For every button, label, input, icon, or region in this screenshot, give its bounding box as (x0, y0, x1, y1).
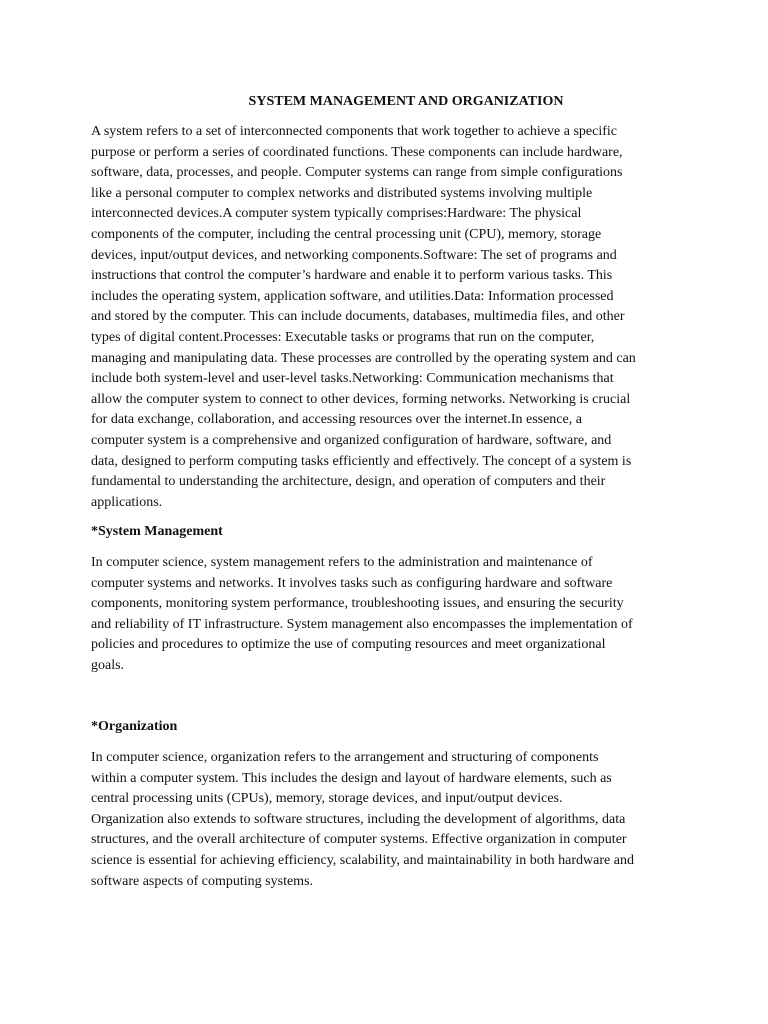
text-line: central processing units (CPUs), memory, storage devices, and input/output devices. (91, 791, 563, 807)
section-heading-organization: *Organization (91, 719, 178, 734)
text-line: types of digital content.Processes: Executable tasks or programs that run on the computer, (91, 329, 595, 345)
text-line: computer systems and networks. It involves tasks such as configuring hardware and software (91, 575, 613, 591)
text-line: computer system is a comprehensive and organized configuration of hardware, software, and (91, 432, 612, 448)
text-line: purpose or perform a series of coordinated functions. These components can include hardware, (91, 144, 623, 160)
text-line: within a computer system. This includes the design and layout of hardware elements, such as (91, 770, 612, 786)
section-heading-system-management: *System Management (91, 524, 223, 539)
intro-paragraph (91, 122, 691, 513)
text-line: goals. (91, 657, 125, 673)
text-line: and reliability of IT infrastructure. System management also encompasses the implementation of (91, 616, 633, 632)
text-line: fundamental to understanding the architecture, design, and operation of computers and their (91, 474, 606, 490)
text-line: software, data, processes, and people. Computer systems can range from simple configurations (91, 165, 623, 181)
text-line: components of the computer, including the central processing unit (CPU), memory, storage (91, 226, 602, 242)
text-line: interconnected devices.A computer system typically comprises:Hardware: The physical (91, 206, 582, 222)
text-line: allow the computer system to connect to other devices, forming networks. Networking is crucial (91, 391, 631, 407)
page-title: SYSTEM MANAGEMENT AND ORGANIZATION (248, 94, 564, 109)
organization-paragraph (91, 748, 691, 892)
text-line: include both system-level and user-level tasks.Networking: Communication mechanisms that (91, 371, 614, 387)
text-line: instructions that control the computer’s hardware and enable it to perform various tasks. This (91, 268, 613, 284)
system-management-paragraph (91, 553, 691, 677)
text-line: data, designed to perform computing tasks efficiently and effectively. The concept of a system is (91, 453, 632, 469)
text-line: for data exchange, collaboration, and accessing resources over the internet.In essence, a (91, 412, 582, 428)
text-line: structures, and the overall architecture of computer systems. Effective organization in computer (91, 832, 627, 848)
text-line: devices, input/output devices, and networking components.Software: The set of programs and (91, 247, 617, 263)
text-line: A system refers to a set of interconnected components that work together to achieve a specific (91, 124, 617, 139)
text-line: includes the operating system, application software, and utilities.Data: Information processed (91, 288, 614, 304)
text-line: software aspects of computing systems. (91, 873, 314, 889)
text-line: like a personal computer to complex networks and distributed systems involving multiple (91, 185, 593, 201)
text-line: policies and procedures to optimize the use of computing resources and meet organizational (91, 637, 606, 653)
text-line: and stored by the computer. This can include documents, databases, multimedia files, and other (91, 309, 625, 325)
text-line: components, monitoring system performance, troubleshooting issues, and ensuring the security (91, 596, 624, 612)
text-line: managing and manipulating data. These processes are controlled by the operating system and can (91, 350, 636, 366)
text-line: science is essential for achieving efficiency, scalability, and maintainability in both hardware and (91, 852, 634, 868)
text-line: applications. (91, 494, 163, 510)
text-line: Organization also extends to software structures, including the development of algorithms, data (91, 811, 626, 827)
text-line: In computer science, system management refers to the administration and maintenance of (91, 555, 593, 570)
text-line: In computer science, organization refers to the arrangement and structuring of components (91, 750, 599, 765)
